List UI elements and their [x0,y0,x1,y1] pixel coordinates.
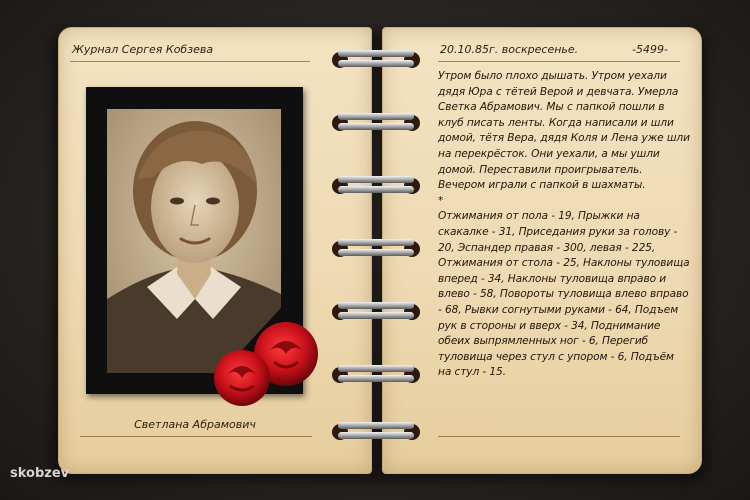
spiral-rings [326,40,426,450]
ring-1 [332,50,420,68]
portrait-caption: Светлана Абрамович [134,418,256,431]
ring-6 [332,365,420,383]
diary-entry [438,69,690,381]
ring-4 [332,239,420,257]
entry-separator: * [438,194,444,207]
page-number: -5499- [632,43,668,56]
right-header-rule [438,61,680,62]
left-footer-rule [80,436,312,437]
entry-paragraph-2: Отжимания от пола - 19, Прыжки на скакалке - 31, Приседания руки за голову - 20, Эспандер правая - 300, левая - 225, Отжимания от стола - 25, Наклоны туловища вперед - 34, Наклоны туловища вправо и влево - 58, Повороты туловища влево вправо - 68, Рывки согнутыми руками - 64, Подъем рук в стороны и вверх - 34, Поднимание обеих выпрямленных ног - 6, Перегиб туловища через стул с упором - 6, Подъём на стул - 15. [438,210,690,379]
red-roses [212,320,324,412]
entry-paragraph-1: Утром было плохо дышать. Утром уехали дядя Юра с тётей Верой и девчата. Умерла Светка Абрамович. Мы с папкой пошли в клуб писать ленты. Когда написали и шли домой, тётя Вера, дядя Коля и Лена уже шли на перекрёсток. Они уехали, а мы ушли домой. Переставили проигрыватель. Вечером играли с папкой в шахматы. [438,70,690,192]
ring-2 [332,113,420,131]
ring-7 [332,422,420,440]
left-header-rule [70,61,310,62]
ring-5 [332,302,420,320]
watermark: skobzev [10,466,70,481]
entry-date: 20.10.85г. воскресенье. [440,43,579,56]
journal-title: Журнал Сергея Кобзева [72,43,214,56]
ring-3 [332,176,420,194]
right-footer-rule [438,436,680,437]
